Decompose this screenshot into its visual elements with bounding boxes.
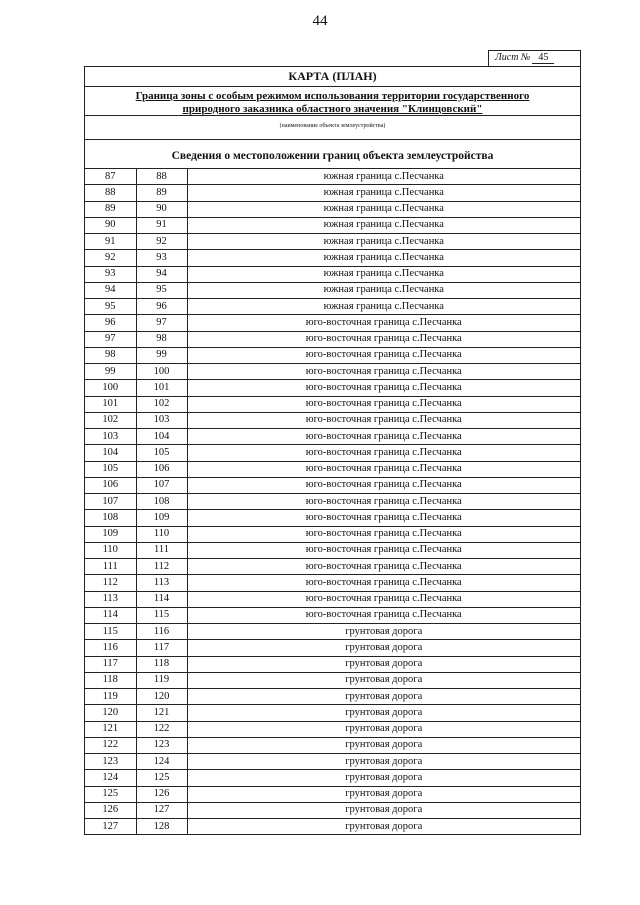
boundary-description-cell: юго-восточная граница с.Песчанка [187,364,580,380]
point-from-cell: 114 [85,607,136,623]
table-row [85,477,580,493]
boundary-description-cell: южная граница с.Песчанка [187,234,580,250]
boundary-description-cell: юго-восточная граница с.Песчанка [187,429,580,445]
table-row [85,672,580,688]
page-number: 44 [312,13,328,29]
point-to-cell: 97 [136,315,187,331]
point-from-cell: 123 [85,754,136,770]
point-from-cell: 98 [85,347,136,363]
boundary-description-cell: южная граница с.Песчанка [187,201,580,217]
boundary-description-cell: грунтовая дорога [187,624,580,640]
boundary-description-cell: грунтовая дорога [187,672,580,688]
point-from-cell: 106 [85,477,136,493]
point-from-cell: 109 [85,526,136,542]
point-from-cell: 124 [85,770,136,786]
table-row [85,185,580,201]
boundary-description-cell: юго-восточная граница с.Песчанка [187,559,580,575]
table-row [85,234,580,250]
boundary-description-cell: грунтовая дорога [187,640,580,656]
table-row [85,754,580,770]
boundary-description-cell: южная граница с.Песчанка [187,299,580,315]
boundary-description-cell: юго-восточная граница с.Песчанка [187,542,580,558]
point-to-cell: 90 [136,201,187,217]
point-to-cell: 107 [136,477,187,493]
point-to-cell: 98 [136,331,187,347]
table-row [85,217,580,233]
point-from-cell: 121 [85,721,136,737]
boundary-description-cell: юго-восточная граница с.Песчанка [187,477,580,493]
point-from-cell: 97 [85,331,136,347]
boundary-description-cell: юго-восточная граница с.Песчанка [187,591,580,607]
boundary-description-cell: южная граница с.Песчанка [187,169,580,185]
point-to-cell: 116 [136,624,187,640]
point-from-cell: 87 [85,169,136,185]
table-row [85,299,580,315]
table-row [85,689,580,705]
point-from-cell: 108 [85,510,136,526]
point-to-cell: 121 [136,705,187,721]
point-from-cell: 119 [85,689,136,705]
point-to-cell: 125 [136,770,187,786]
boundary-description-cell: грунтовая дорога [187,689,580,705]
point-to-cell: 119 [136,672,187,688]
point-from-cell: 120 [85,705,136,721]
boundary-description-cell: южная граница с.Песчанка [187,282,580,298]
sheet-label: Лист № [495,52,531,63]
boundary-description-cell: грунтовая дорога [187,754,580,770]
boundary-description-cell: юго-восточная граница с.Песчанка [187,494,580,510]
table-row [85,770,580,786]
boundary-description-cell: грунтовая дорога [187,721,580,737]
point-from-cell: 127 [85,819,136,835]
table-row [85,819,580,835]
point-to-cell: 100 [136,364,187,380]
table-row [85,380,580,396]
table-row [85,607,580,623]
table-row [85,461,580,477]
boundary-description-cell: юго-восточная граница с.Песчанка [187,461,580,477]
point-to-cell: 94 [136,266,187,282]
point-to-cell: 105 [136,445,187,461]
boundary-description-cell: грунтовая дорога [187,737,580,753]
point-to-cell: 89 [136,185,187,201]
table-row [85,201,580,217]
boundary-description-cell: грунтовая дорога [187,705,580,721]
table-row [85,559,580,575]
point-to-cell: 99 [136,347,187,363]
table-row [85,282,580,298]
point-to-cell: 91 [136,217,187,233]
table-row [85,331,580,347]
point-to-cell: 113 [136,575,187,591]
table-row [85,591,580,607]
boundary-description-cell: юго-восточная граница с.Песчанка [187,315,580,331]
point-to-cell: 126 [136,786,187,802]
point-to-cell: 123 [136,737,187,753]
point-to-cell: 115 [136,607,187,623]
point-from-cell: 118 [85,672,136,688]
point-from-cell: 125 [85,786,136,802]
boundary-description-cell: юго-восточная граница с.Песчанка [187,347,580,363]
point-from-cell: 100 [85,380,136,396]
point-from-cell: 117 [85,656,136,672]
table-row [85,169,580,185]
table-row [85,250,580,266]
point-from-cell: 107 [85,494,136,510]
table-row [85,786,580,802]
point-to-cell: 110 [136,526,187,542]
point-to-cell: 114 [136,591,187,607]
table-row [85,494,580,510]
point-to-cell: 93 [136,250,187,266]
point-to-cell: 104 [136,429,187,445]
point-from-cell: 92 [85,250,136,266]
boundary-table [85,169,580,834]
point-to-cell: 92 [136,234,187,250]
boundary-description-cell: южная граница с.Песчанка [187,217,580,233]
object-name-line-2: природного заказника областного значения "Клинцовский" [182,103,483,115]
point-from-cell: 112 [85,575,136,591]
point-from-cell: 95 [85,299,136,315]
point-from-cell: 93 [85,266,136,282]
boundary-description-cell: грунтовая дорога [187,786,580,802]
point-from-cell: 105 [85,461,136,477]
object-caption: (наименование объекта землеустройства) [85,116,580,140]
boundary-description-cell: южная граница с.Песчанка [187,266,580,282]
point-to-cell: 120 [136,689,187,705]
sheet-number-box [488,50,581,66]
boundary-description-cell: юго-восточная граница с.Песчанка [187,607,580,623]
point-from-cell: 126 [85,802,136,818]
table-row [85,364,580,380]
table-row [85,510,580,526]
point-from-cell: 89 [85,201,136,217]
table-row [85,640,580,656]
point-from-cell: 113 [85,591,136,607]
boundary-description-cell: грунтовая дорога [187,656,580,672]
table-row [85,737,580,753]
table-row [85,542,580,558]
boundary-description-cell: юго-восточная граница с.Песчанка [187,380,580,396]
table-row [85,575,580,591]
boundary-description-cell: южная граница с.Песчанка [187,185,580,201]
table-row [85,266,580,282]
section-title: Сведения о местоположении границ объекта землеустройства [85,140,580,169]
point-to-cell: 117 [136,640,187,656]
table-row [85,624,580,640]
point-from-cell: 116 [85,640,136,656]
point-to-cell: 128 [136,819,187,835]
point-to-cell: 124 [136,754,187,770]
table-row [85,705,580,721]
boundary-description-cell: юго-восточная граница с.Песчанка [187,412,580,428]
point-to-cell: 108 [136,494,187,510]
point-to-cell: 88 [136,169,187,185]
point-from-cell: 90 [85,217,136,233]
point-to-cell: 102 [136,396,187,412]
boundary-description-cell: юго-восточная граница с.Песчанка [187,510,580,526]
point-to-cell: 103 [136,412,187,428]
point-to-cell: 112 [136,559,187,575]
point-from-cell: 91 [85,234,136,250]
point-from-cell: 101 [85,396,136,412]
boundary-description-cell: юго-восточная граница с.Песчанка [187,445,580,461]
point-to-cell: 111 [136,542,187,558]
point-from-cell: 99 [85,364,136,380]
boundary-description-cell: юго-восточная граница с.Песчанка [187,575,580,591]
boundary-table-body [85,169,580,834]
point-from-cell: 103 [85,429,136,445]
sheet-number: 45 [532,52,554,64]
point-from-cell: 115 [85,624,136,640]
point-from-cell: 88 [85,185,136,201]
point-to-cell: 118 [136,656,187,672]
table-row [85,429,580,445]
boundary-description-cell: юго-восточная граница с.Песчанка [187,331,580,347]
boundary-description-cell: юго-восточная граница с.Песчанка [187,396,580,412]
table-row [85,396,580,412]
table-row [85,315,580,331]
object-name-line-1: Граница зоны с особым режимом использования территории государственного [135,90,530,102]
point-from-cell: 104 [85,445,136,461]
point-from-cell: 111 [85,559,136,575]
table-row [85,347,580,363]
point-to-cell: 106 [136,461,187,477]
boundary-description-cell: юго-восточная граница с.Песчанка [187,526,580,542]
document-title: КАРТА (ПЛАН) [85,67,580,87]
point-from-cell: 122 [85,737,136,753]
boundary-description-cell: грунтовая дорога [187,770,580,786]
point-to-cell: 122 [136,721,187,737]
point-from-cell: 94 [85,282,136,298]
table-row [85,721,580,737]
table-row [85,412,580,428]
point-to-cell: 95 [136,282,187,298]
object-name [85,87,580,116]
document-frame [84,66,581,835]
table-row [85,802,580,818]
point-to-cell: 109 [136,510,187,526]
point-from-cell: 96 [85,315,136,331]
table-row [85,526,580,542]
point-to-cell: 96 [136,299,187,315]
point-to-cell: 101 [136,380,187,396]
boundary-description-cell: грунтовая дорога [187,802,580,818]
point-from-cell: 110 [85,542,136,558]
boundary-description-cell: южная граница с.Песчанка [187,250,580,266]
point-from-cell: 102 [85,412,136,428]
table-row [85,656,580,672]
point-to-cell: 127 [136,802,187,818]
table-row [85,445,580,461]
boundary-description-cell: грунтовая дорога [187,819,580,835]
